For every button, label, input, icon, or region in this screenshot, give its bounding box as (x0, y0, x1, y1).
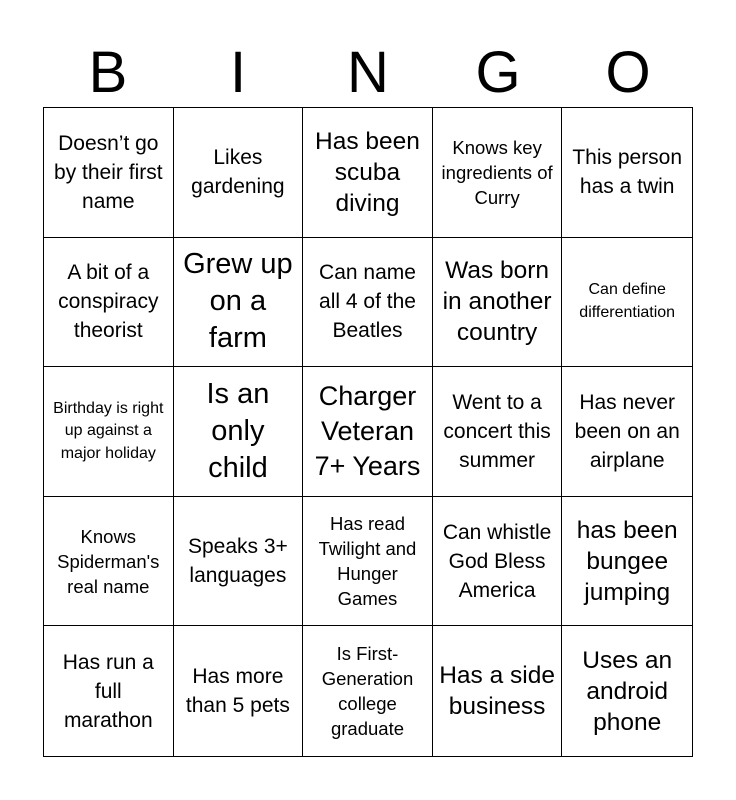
cell-label: Grew up on a farm (183, 248, 293, 355)
bingo-cell[interactable] (174, 238, 304, 368)
cell-label: Has never been on an airplane (574, 390, 680, 472)
bingo-cell[interactable] (303, 238, 433, 368)
header-letter-o: O (605, 40, 651, 105)
bingo-cell[interactable] (433, 367, 563, 497)
bingo-cell[interactable] (303, 367, 433, 497)
bingo-cell[interactable] (174, 108, 304, 238)
cell-label: Charger Veteran 7+ Years (314, 380, 421, 481)
header-letter-b: B (88, 40, 128, 105)
bingo-cell[interactable] (174, 626, 304, 756)
bingo-cell[interactable] (433, 497, 563, 627)
cell-label: Is First-Generation college graduate (321, 643, 414, 740)
bingo-cell[interactable] (433, 238, 563, 368)
cell-label: Is an only child (206, 377, 270, 484)
bingo-cell[interactable] (562, 367, 692, 497)
cell-label: Has been scuba diving (315, 127, 420, 217)
bingo-cell[interactable] (562, 626, 692, 756)
cell-label: Birthday is right up against a major holiday (53, 399, 164, 462)
cell-label: Has a side business (439, 662, 555, 721)
cell-label: Has more than 5 pets (185, 665, 290, 718)
cell-label: Knows Spiderman's real name (57, 525, 160, 597)
header-letter-n: N (347, 40, 389, 105)
bingo-cell[interactable] (44, 367, 174, 497)
cell-label: Doesn’t go by their first name (54, 131, 163, 213)
cell-label: has been bungee jumping (576, 516, 678, 606)
bingo-header (43, 38, 693, 108)
cell-label: Can define differentiation (579, 281, 676, 321)
cell-label: Speaks 3+ languages (187, 535, 288, 588)
bingo-cell[interactable] (433, 108, 563, 238)
bingo-cell[interactable] (562, 108, 692, 238)
bingo-cell[interactable] (44, 238, 174, 368)
cell-label: Uses an android phone (582, 646, 673, 736)
bingo-cell[interactable] (174, 367, 304, 497)
bingo-cell[interactable] (44, 108, 174, 238)
bingo-cell[interactable] (303, 497, 433, 627)
cell-label: Knows key ingredients of Curry (441, 136, 553, 208)
bingo-cell[interactable] (303, 108, 433, 238)
bingo-cell[interactable] (303, 626, 433, 756)
bingo-cell[interactable] (433, 626, 563, 756)
bingo-cell[interactable] (562, 497, 692, 627)
bingo-cell[interactable] (44, 497, 174, 627)
cell-label: Went to a concert this summer (443, 390, 551, 472)
cell-label: Was born in another country (442, 257, 552, 347)
cell-label: Likes gardening (191, 146, 285, 199)
bingo-cell[interactable] (562, 238, 692, 368)
cell-label: Has read Twilight and Hunger Games (318, 513, 417, 610)
cell-label: Can whistle God Bless America (442, 520, 552, 602)
bingo-board (43, 107, 693, 757)
cell-label: Can name all 4 of the Beatles (319, 261, 416, 343)
bingo-cell[interactable] (44, 626, 174, 756)
cell-label: A bit of a conspiracy theorist (58, 261, 159, 343)
header-letter-i: I (229, 40, 247, 105)
header-letter-g: G (475, 40, 521, 105)
bingo-cell[interactable] (174, 497, 304, 627)
cell-label: Has run a full marathon (62, 650, 154, 732)
cell-label: This person has a twin (572, 146, 683, 199)
